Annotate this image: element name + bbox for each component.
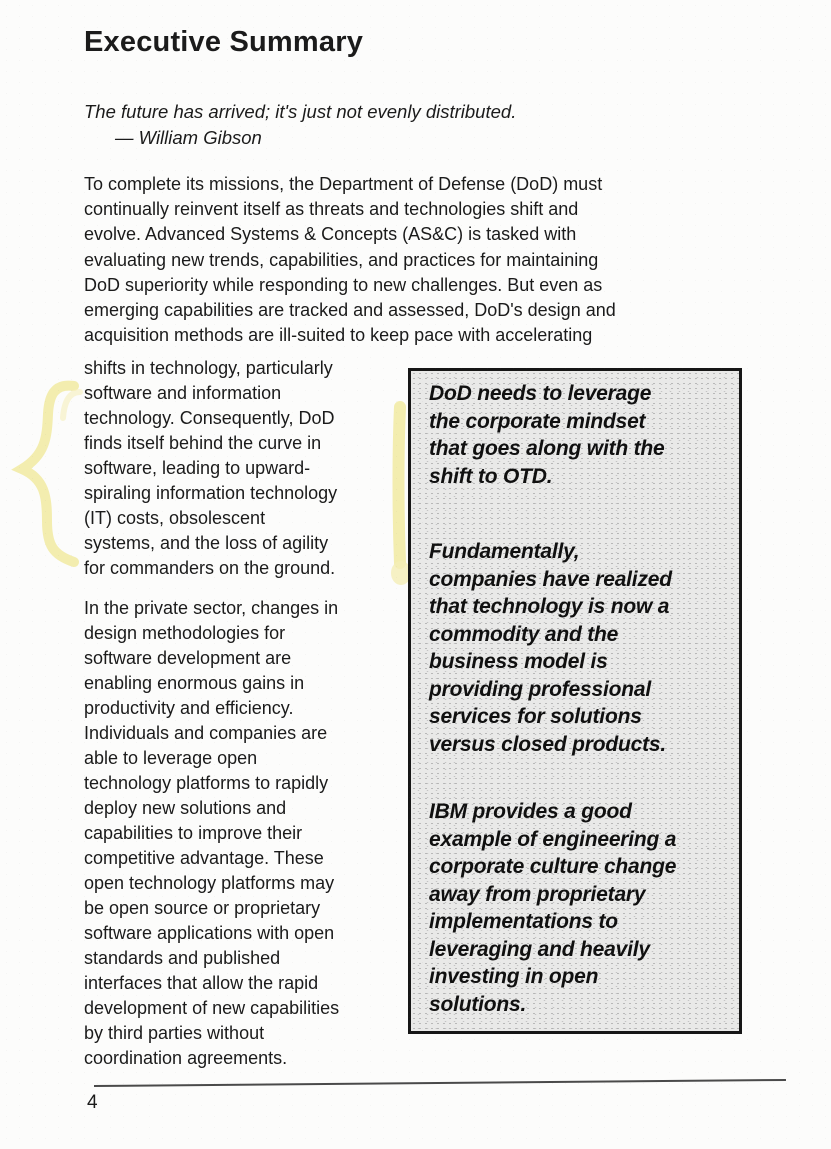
epigraph xyxy=(84,99,516,151)
yellow-brace-highlight-icon xyxy=(8,378,88,576)
callout-paragraph-ibm: IBM provides a good example of engineering a corporate culture change away from proprietary implementations to leveraging and heavily investing in open solutions. xyxy=(429,800,677,1016)
callout-paragraph-otd: DoD needs to leverage the corporate mindset that goes along with the shift to OTD. xyxy=(429,382,665,488)
callout-box xyxy=(408,368,742,1034)
private-sector-paragraph: In the private sector, changes in design methodologies for software development are enabling enormous gains in productivity and efficiency. Individuals and companies are able to leverage open technology platforms to rapidly deploy new solutions and capabilities to improve their competitive advantage. These open technology platforms may be open source or proprietary software applications with open standards and published interfaces that allow the rapid development of new capabilities by third parties without coordination agreements. xyxy=(84,598,340,1068)
intro-paragraph-continued: shifts in technology, particularly software and information technology. Consequently, DoD finds itself behind the curve in software, leading to upward- spiraling information technology (IT) costs, obsolescent systems, and the loss of agility for commanders on the ground. xyxy=(84,358,338,578)
callout-paragraph-commodity: Fundamentally, companies have realized that technology is now a commodity and the business model is providing professional services for solutions versus closed products. xyxy=(429,540,672,756)
footer-rule xyxy=(94,1079,786,1087)
page-number: 4 xyxy=(87,1092,98,1113)
left-text-column xyxy=(84,356,404,1071)
page-title: Executive Summary xyxy=(84,26,364,58)
epigraph-attribution: — William Gibson xyxy=(115,127,262,148)
epigraph-quote: The future has arrived; it's just not evenly distributed. xyxy=(84,101,517,122)
intro-paragraph: To complete its missions, the Department of Defense (DoD) must continually reinvent itself as threats and technologies shift and evolve. Advanced Systems & Concepts (AS&C) is tasked with evaluating new trends, capabilities, and practices for maintaining DoD superiority while responding to new challenges. But even as emerging capabilities are tracked and assessed, DoD's design and acquisition methods are ill-suited to keep pace with accelerating xyxy=(84,174,616,346)
